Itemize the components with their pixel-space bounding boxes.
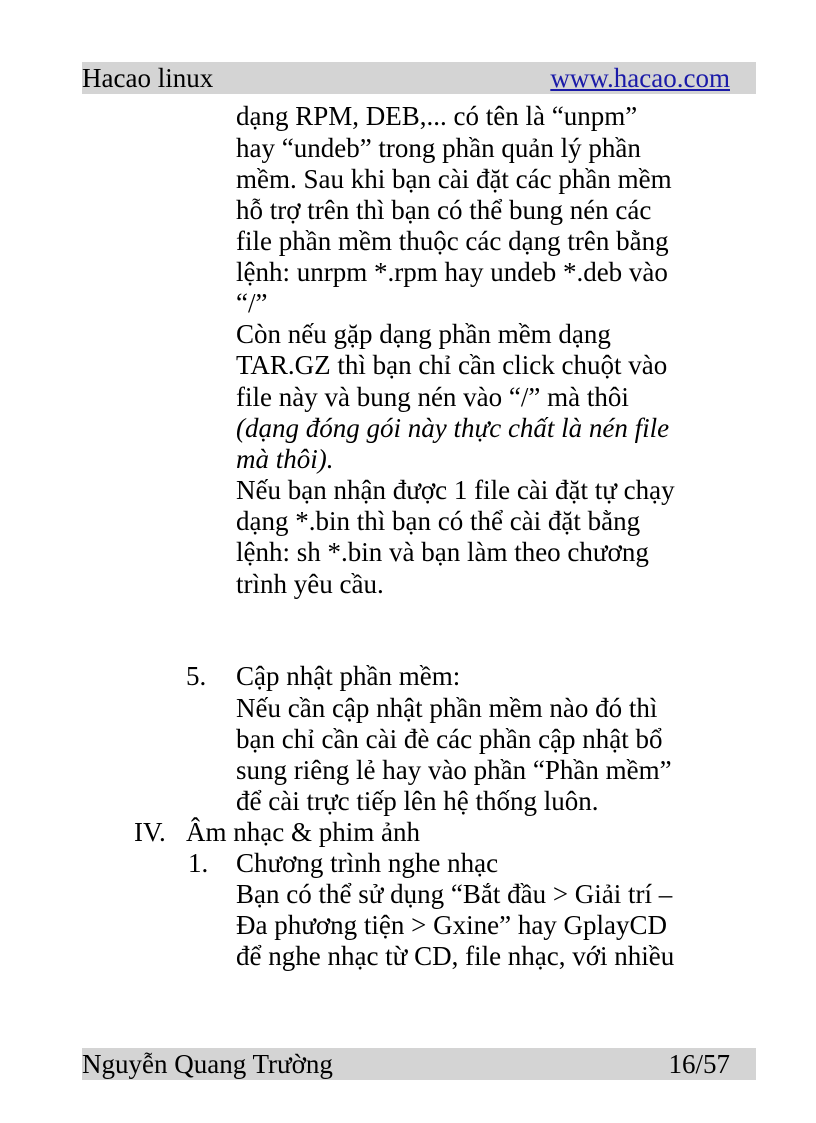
header-title: Hacao linux xyxy=(82,63,214,93)
page-header xyxy=(82,62,756,94)
body-line: lệnh: sh *.bin và bạn làm theo chương xyxy=(236,537,649,567)
list-item-title: Chương trình nghe nhạc xyxy=(236,848,499,878)
body-line: lệnh: unrpm *.rpm hay undeb *.deb vào xyxy=(236,257,668,287)
body-line: Nếu cần cập nhật phần mềm nào đó thì xyxy=(236,693,658,723)
page-number: 16/57 xyxy=(668,1049,730,1079)
body-line: để nghe nhạc từ CD, file nhạc, với nhiều xyxy=(236,941,675,971)
body-line: trình yêu cầu. xyxy=(236,569,384,599)
page-footer xyxy=(82,1048,756,1080)
header-website-link[interactable]: www.hacao.com xyxy=(550,63,730,93)
footer-author: Nguyễn Quang Trường xyxy=(82,1049,333,1079)
body-line: bạn chỉ cần cài đè các phần cập nhật bổ xyxy=(236,724,663,754)
body-line: Còn nếu gặp dạng phần mềm dạng xyxy=(236,319,611,349)
body-line: Nếu bạn nhận được 1 file cài đặt tự chạy xyxy=(236,475,675,505)
list-item-number: 5. xyxy=(186,661,207,691)
body-line: hay “undeb” trong phần quản lý phần xyxy=(236,133,641,163)
body-line: TAR.GZ thì bạn chỉ cần click chuột vào xyxy=(236,350,668,380)
body-line: “/” xyxy=(236,288,268,318)
body-line: sung riêng lẻ hay vào phần “Phần mềm” xyxy=(236,755,672,785)
body-line: file phần mềm thuộc các dạng trên bằng xyxy=(236,226,669,256)
section-number: IV. xyxy=(134,817,166,847)
body-line: file này và bung nén vào “/” mà thôi xyxy=(236,382,629,412)
italic-note-line: mà thôi). xyxy=(236,444,334,474)
italic-note-line: (dạng đóng gói này thực chất là nén file xyxy=(236,413,670,443)
body-line: Bạn có thể sử dụng “Bắt đầu > Giải trí – xyxy=(236,879,673,909)
body-line: hỗ trợ trên thì bạn có thể bung nén các xyxy=(236,195,652,225)
body-line: dạng *.bin thì bạn có thể cài đặt bằng xyxy=(236,506,641,536)
list-item-number: 1. xyxy=(188,848,209,878)
body-line: Đa phương tiện > Gxine” hay GplayCD xyxy=(236,910,668,940)
section-title: Âm nhạc & phim ảnh xyxy=(186,817,420,847)
body-line: để cài trực tiếp lên hệ thống luôn. xyxy=(236,786,599,816)
body-line: mềm. Sau khi bạn cài đặt các phần mềm xyxy=(236,164,672,194)
body-line: dạng RPM, DEB,... có tên là “unpm” xyxy=(236,101,638,131)
list-item-title: Cập nhật phần mềm: xyxy=(236,661,461,691)
